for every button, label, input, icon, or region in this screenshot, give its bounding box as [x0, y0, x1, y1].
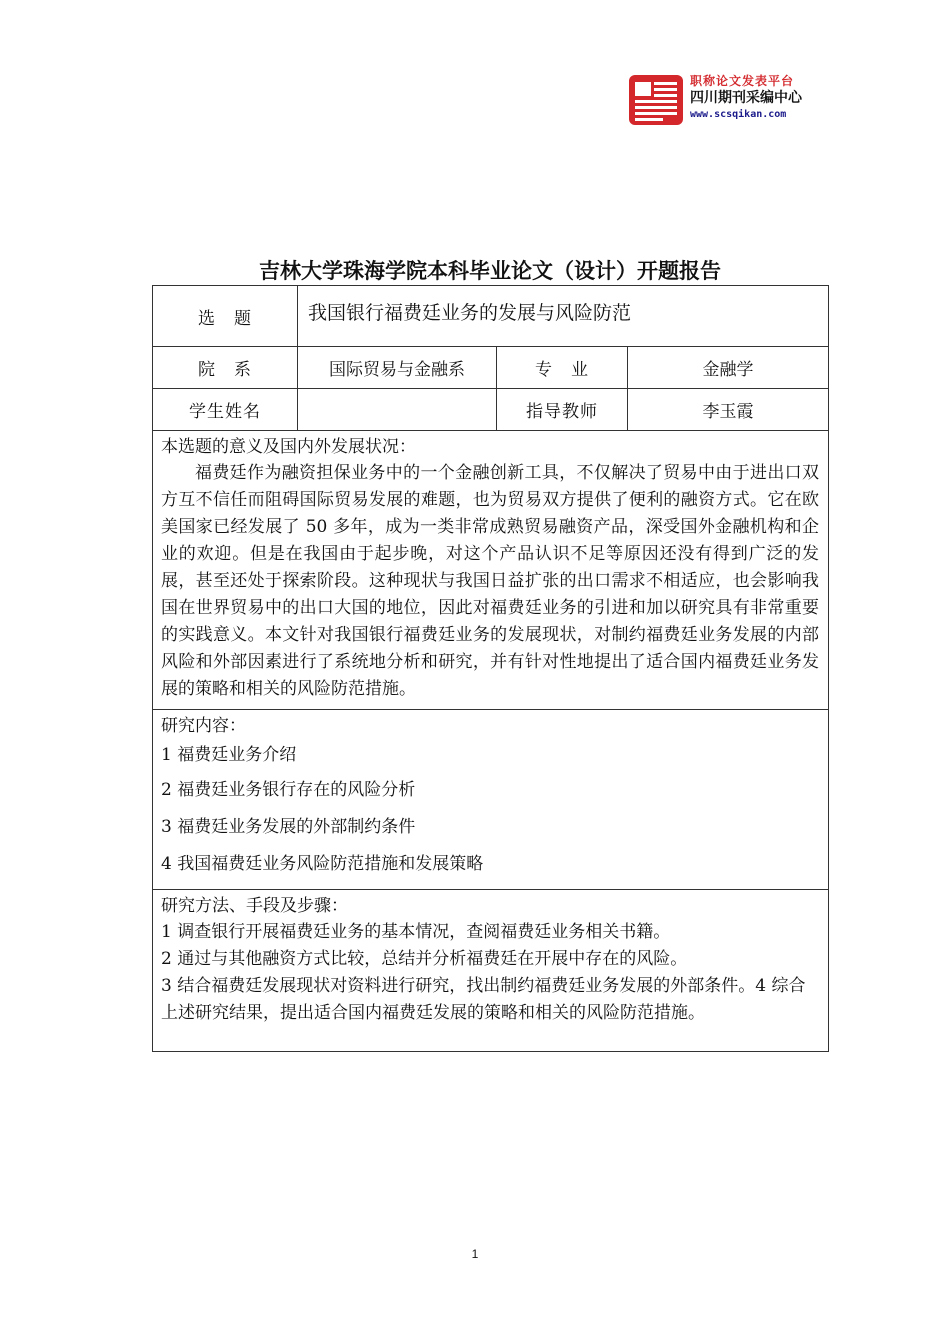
research-content-section — [153, 710, 829, 890]
major-label: 专 业 — [497, 347, 628, 389]
methods-row — [153, 890, 829, 1052]
methods-heading: 研究方法、手段及步骤： — [161, 896, 348, 916]
methods-section — [153, 890, 829, 1052]
research-item: 4 我国福费廷业务风险防范措施和发展策略 — [161, 854, 484, 874]
newspaper-icon — [628, 74, 684, 126]
logo-name: 四川期刊采编中心 — [690, 90, 802, 106]
research-item: 3 福费廷业务发展的外部制约条件 — [161, 817, 416, 837]
logo-url: www.scsqikan.com — [690, 109, 787, 120]
significance-heading: 本选题的意义及国内外发展状况： — [161, 437, 416, 457]
research-item: 2 福费廷业务银行存在的风险分析 — [161, 780, 416, 800]
topic-value: 我国银行福费廷业务的发展与风险防范 — [298, 286, 829, 347]
advisor-label: 指导教师 — [497, 389, 628, 431]
significance-row — [153, 431, 829, 710]
topic-row — [153, 286, 829, 347]
publisher-logo — [628, 74, 828, 130]
major-value: 金融学 — [628, 347, 829, 389]
research-item: 1 福费廷业务介绍 — [161, 745, 297, 765]
proposal-form-table — [152, 285, 829, 1052]
logo-slogan: 职称论文发表平台 — [690, 74, 795, 88]
research-content-row — [153, 710, 829, 890]
research-content-heading: 研究内容： — [161, 716, 246, 736]
student-row — [153, 389, 829, 431]
document-title: 吉林大学珠海学院本科毕业论文（设计）开题报告 — [259, 259, 721, 283]
department-label: 院 系 — [153, 347, 298, 389]
student-name-label: 学生姓名 — [153, 389, 298, 431]
page-number: 1 — [471, 1247, 479, 1261]
method-step: 1 调查银行开展福费廷业务的基本情况，查阅福费廷业务相关书籍。 — [161, 922, 671, 942]
significance-body: 福费廷作为融资担保业务中的一个金融创新工具，不仅解决了贸易中由于进出口双方互不信任而阻碍国际贸易发展的难题，也为贸易双方提供了便利的融资方式。它在欧美国家已经发展了 50 多年，成为一类非常成熟贸易融资产品，深受国外金融机构和企业的欢迎。但是在我国由于起步晚，对这个产品认识不足等原因还没有得到广泛的发展，甚至还处于探索阶段。这种现状与我国日益扩张的出口需求不相适应，也会影响我国在世界贸易中的出口大国的地位，因此对福费廷业务的引进和加以研究具有非常重要的实践意义。本文针对我国银行福费廷业务的发展现状，对制约福费廷业务发展的内部风险和外部因素进行了系统地分析和研究，并有针对性地提出了适合国内福费廷业务发展的策略和相关的风险防范措施。 — [161, 463, 820, 699]
method-step: 3 结合福费廷发展现状对资料进行研究，找出制约福费廷业务发展的外部条件。4 综合上述研究结果，提出适合国内福费廷发展的策略和相关的风险防范措施。 — [161, 976, 806, 1023]
significance-section — [153, 431, 829, 710]
advisor-value: 李玉霞 — [628, 389, 829, 431]
department-value: 国际贸易与金融系 — [298, 347, 497, 389]
department-row — [153, 347, 829, 389]
student-name-value — [298, 389, 497, 431]
method-step: 2 通过与其他融资方式比较，总结并分析福费廷在开展中存在的风险。 — [161, 949, 688, 969]
topic-label: 选 题 — [153, 286, 298, 347]
